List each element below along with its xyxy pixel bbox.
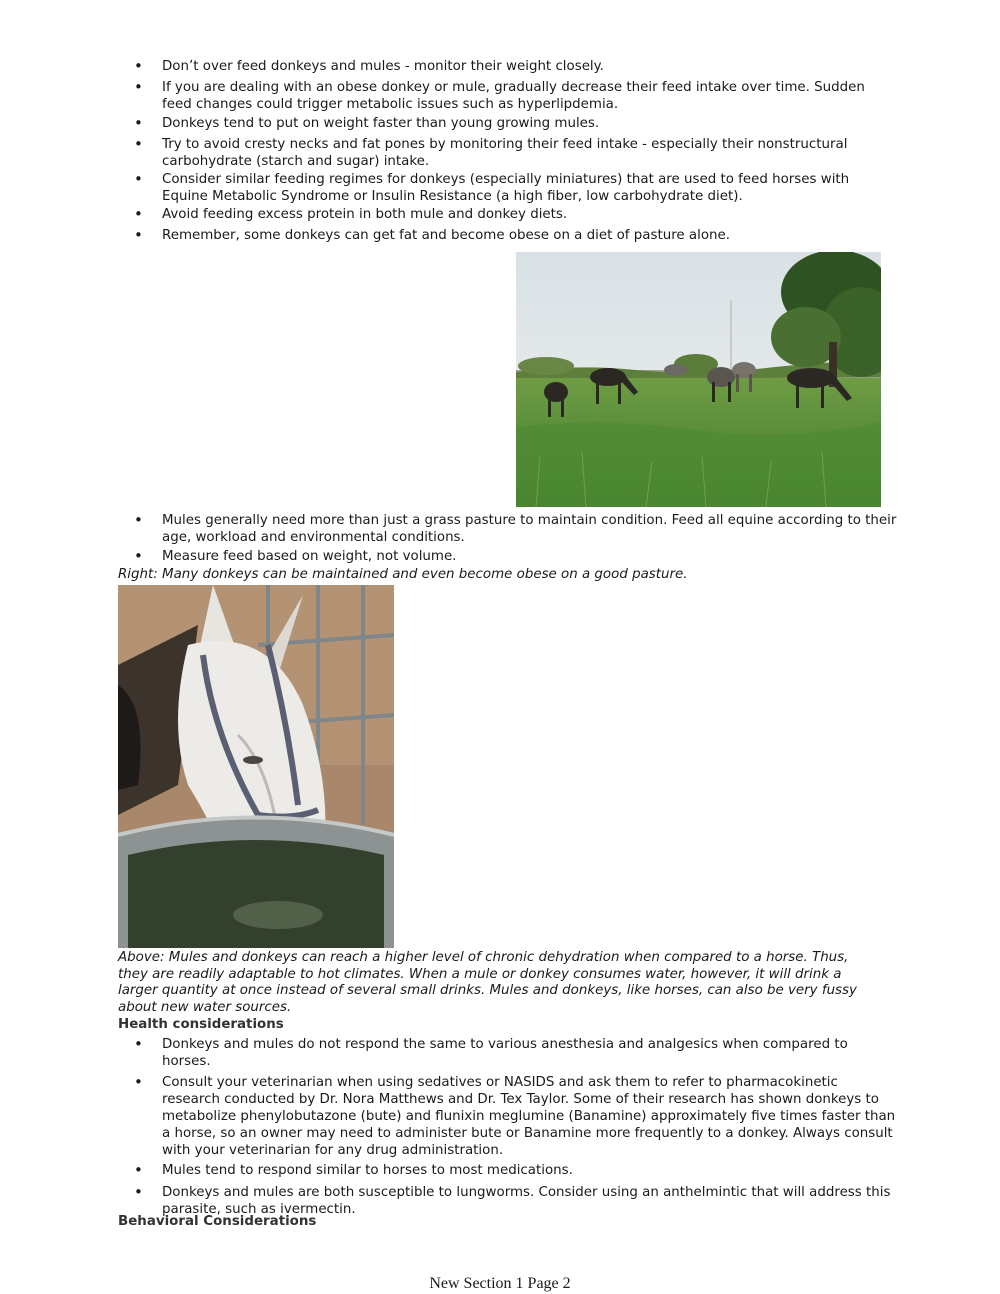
list-item: • Consider similar feeding regimes for donkeys (especially miniatures) that are used to feed horses with Equine Metabolic Syndrome or Insulin Resistance (a high fiber, low carbohydrate diet).: [118, 171, 898, 205]
clipped-text-line: [160, 1232, 720, 1240]
list-item: • Donkeys tend to put on weight faster than young growing mules.: [118, 115, 898, 132]
list-item: • Avoid feeding excess protein in both mule and donkey diets.: [118, 206, 898, 223]
list-item: • Mules tend to respond similar to horses to most medications.: [118, 1162, 898, 1179]
pasture-photo-caption: Right: Many donkeys can be maintained and even become obese on a good pasture.: [118, 567, 688, 582]
list-item: • Try to avoid cresty necks and fat pones by monitoring their feed intake - especially their nonstructural carbohydrate (starch and sugar) intake.: [118, 136, 898, 170]
page-footer: New Section 1 Page 2: [429, 1275, 571, 1292]
health-bullet-list: [118, 1036, 898, 1218]
feeding-bullet-list-2: [118, 512, 898, 565]
behavioral-considerations-heading: Behavioral Considerations: [118, 1214, 317, 1229]
horse-photo-caption: Above: Mules and donkeys can reach a higher level of chronic dehydration when compared to a horse. Thus, they are readily adaptable to hot climates. When a mule or donkey consumes water, however, it will drink a larger quantity at once instead of several small drinks. Mules and donkeys, like horses, can also be very fussy about new water sources.: [118, 950, 857, 1015]
list-item: • Measure feed based on weight, not volume.: [118, 548, 898, 565]
list-item: • Consult your veterinarian when using sedatives or NASIDS and ask them to refer to pharmacokinetic research conducted by Dr. Nora Matthews and Dr. Tex Taylor. Some of their research has shown donkeys to metabolize phenylobutazone (bute) and flunixin meglumine (Banamine) approximately five times faster than a horse, so an owner may need to administer bute or Banamine more frequently to a donkey. Always consult with your veterinarian for any drug administration.: [118, 1074, 898, 1159]
list-item: • Donkeys and mules do not respond the same to various anesthesia and analgesics when compared to horses.: [118, 1036, 898, 1070]
list-item: • Don’t over feed donkeys and mules - monitor their weight closely.: [118, 58, 898, 75]
feeding-bullet-list: [118, 58, 898, 244]
list-item: • Remember, some donkeys can get fat and become obese on a diet of pasture alone.: [118, 227, 898, 244]
horse-drinking-photo: [118, 585, 394, 948]
list-item: • Donkeys and mules are both susceptible to lungworms. Consider using an anthelmintic that will address this parasite, such as ivermectin.: [118, 1184, 898, 1218]
list-item: • If you are dealing with an obese donkey or mule, gradually decrease their feed intake over time. Sudden feed changes could trigger metabolic issues such as hyperlipdemia.: [118, 79, 898, 113]
health-considerations-heading: Health considerations: [118, 1017, 284, 1032]
donkeys-pasture-photo: [516, 252, 881, 507]
list-item: • Mules generally need more than just a grass pasture to maintain condition. Feed all equine according to their age, workload and environmental conditions.: [118, 512, 898, 546]
